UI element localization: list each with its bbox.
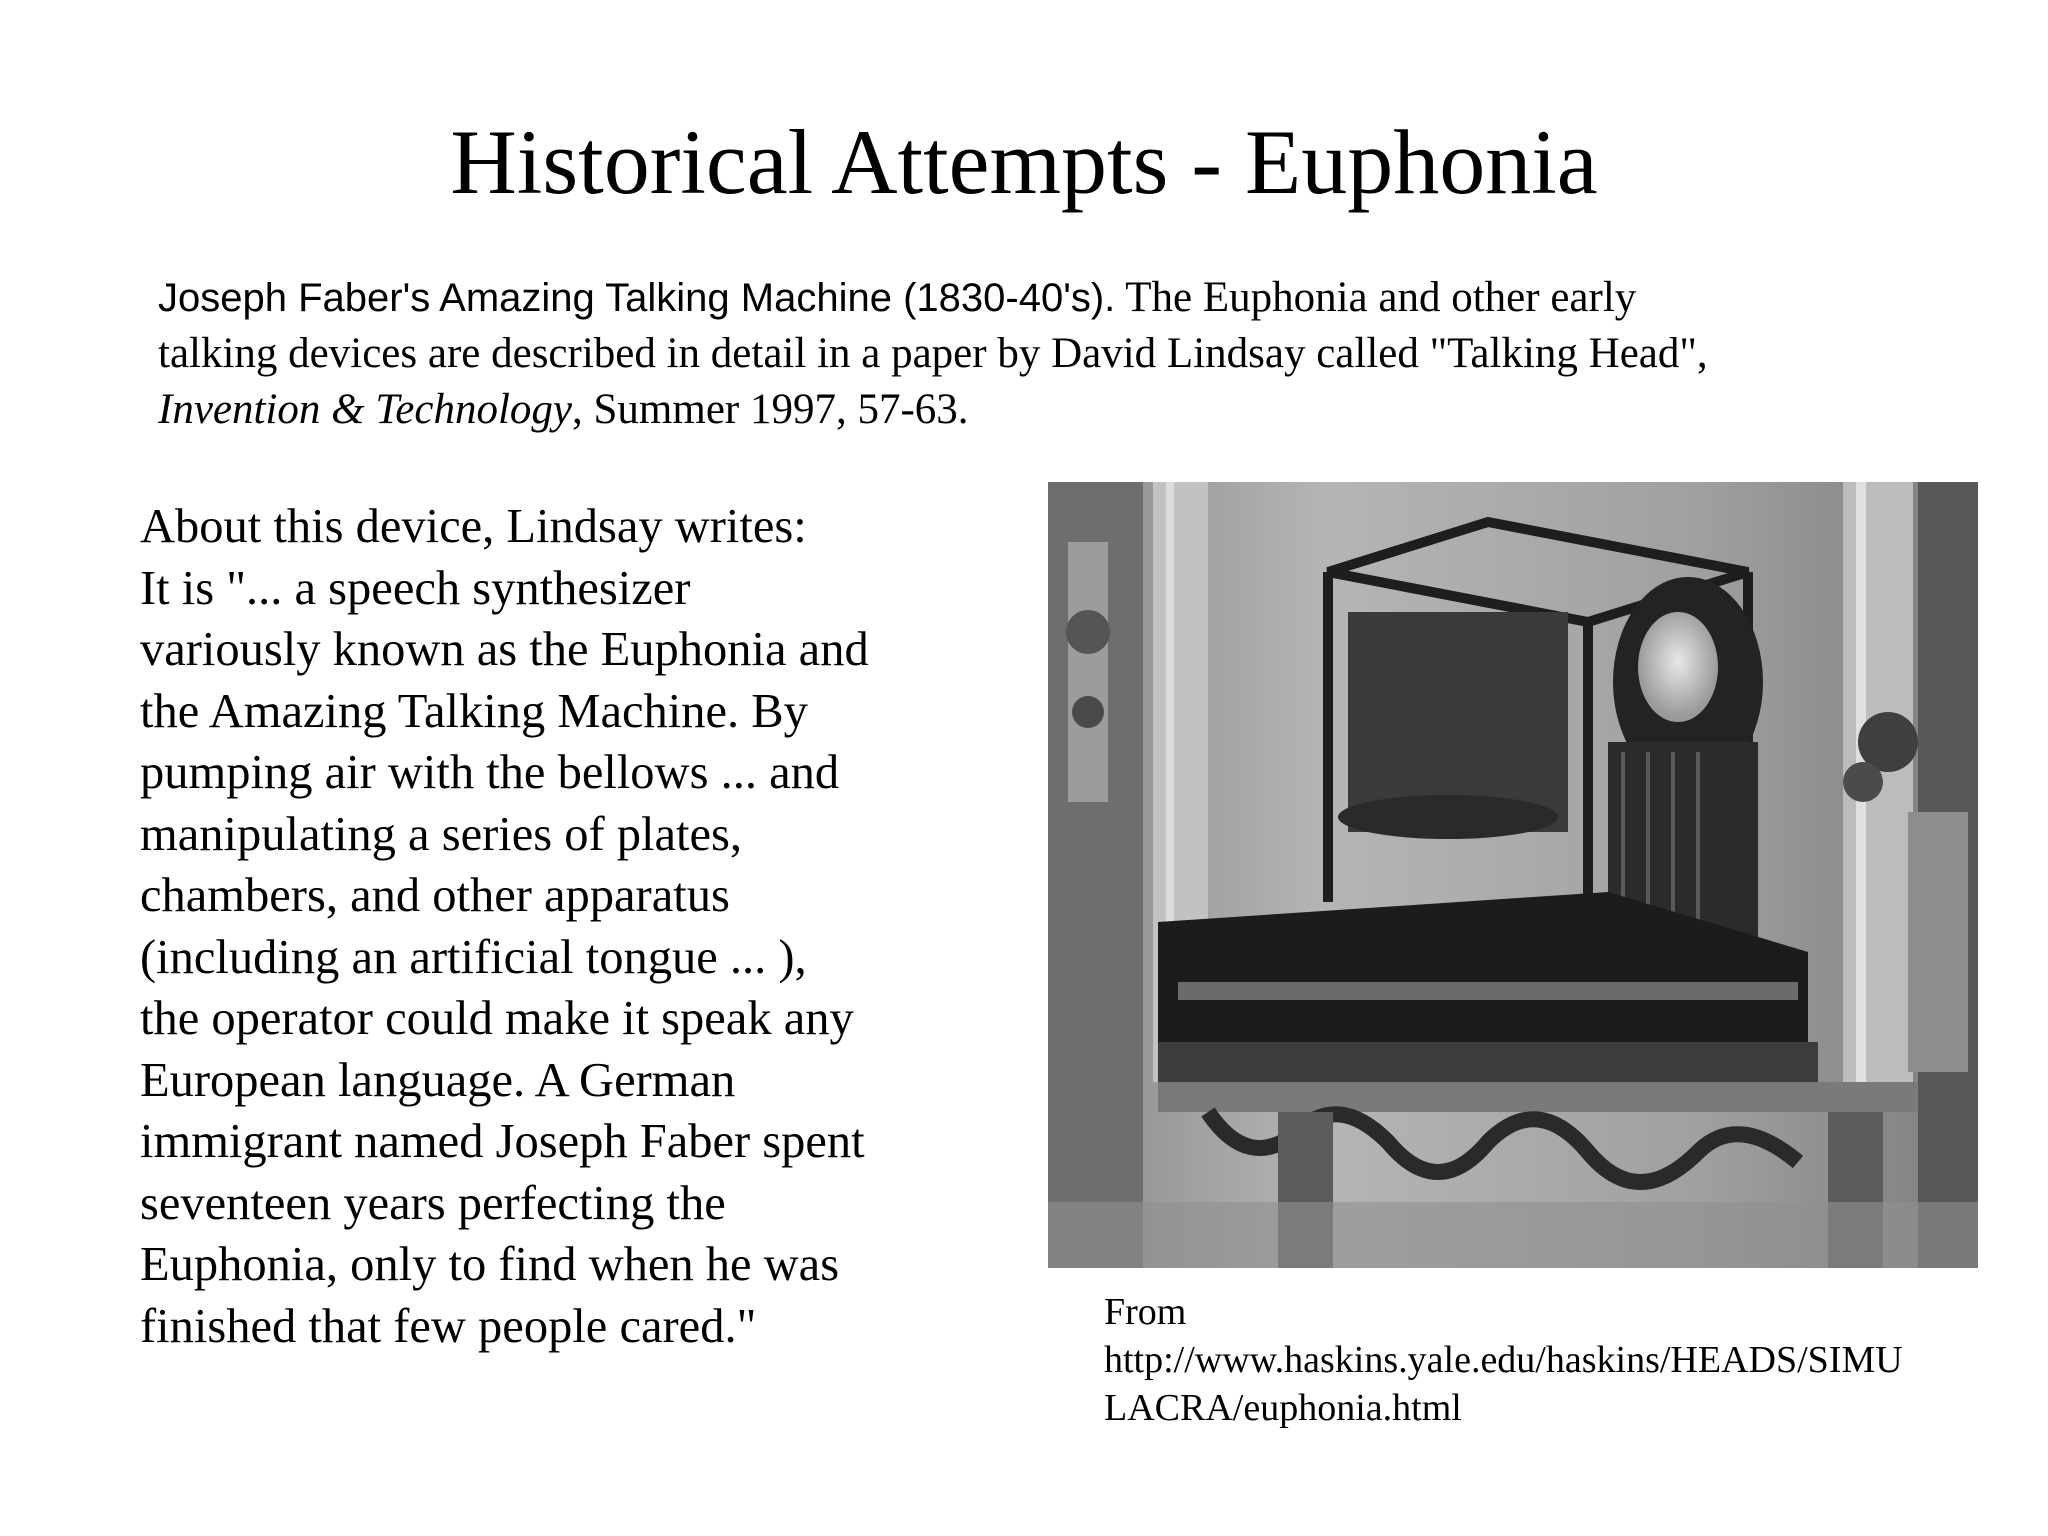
quote-line: manipulating a series of plates,	[140, 807, 743, 861]
intro-lead: Joseph Faber's Amazing Talking Machine (1830-40's).	[158, 276, 1116, 320]
quote-line: variously known as the Euphonia and	[140, 623, 869, 676]
quote-line: It is "... a speech synthesizer	[140, 561, 691, 615]
quote-line: About this device, Lindsay writes:	[140, 500, 807, 553]
quote-line: pumping air with the bellows ... and	[140, 746, 840, 799]
quote-line: the Amazing Talking Machine. By	[140, 684, 808, 738]
quote-line: the operator could make it speak any	[140, 992, 854, 1045]
caption-url-line-2: LACRA/euphonia.html	[1104, 1387, 1462, 1429]
quote-line: Euphonia, only to find when he was	[140, 1238, 840, 1291]
quote-line: chambers, and other apparatus	[140, 869, 730, 922]
caption-url-line-1: http://www.haskins.yale.edu/haskins/HEADS/SIMU	[1104, 1339, 1903, 1381]
intro-line-3	[158, 382, 1878, 438]
quote-line: seventeen years perfecting the	[140, 1176, 726, 1230]
lindsay-quote	[140, 496, 1000, 1357]
caption-line-1: From	[1104, 1291, 1187, 1333]
quote-line: (including an artificial tongue ... ),	[140, 930, 807, 984]
quote-line: immigrant named Joseph Faber spent	[140, 1115, 865, 1168]
intro-paragraph	[158, 270, 1878, 438]
intro-line-1	[158, 270, 1878, 326]
euphonia-photo	[1048, 482, 1978, 1268]
quote-line: finished that few people cared."	[140, 1299, 757, 1353]
slide-title: Historical Attempts - Euphonia	[450, 111, 1598, 213]
intro-line-3-rest: , Summer 1997, 57-63.	[572, 386, 969, 433]
intro-line-1-rest: The Euphonia and other early	[1115, 274, 1637, 321]
quote-line: European language. A German	[140, 1053, 736, 1107]
intro-line-2: talking devices are described in detail in a paper by David Lindsay called "Talking Head",	[158, 330, 1708, 377]
photo-caption	[1104, 1288, 2004, 1432]
journal-title: Invention & Technology	[158, 386, 573, 433]
